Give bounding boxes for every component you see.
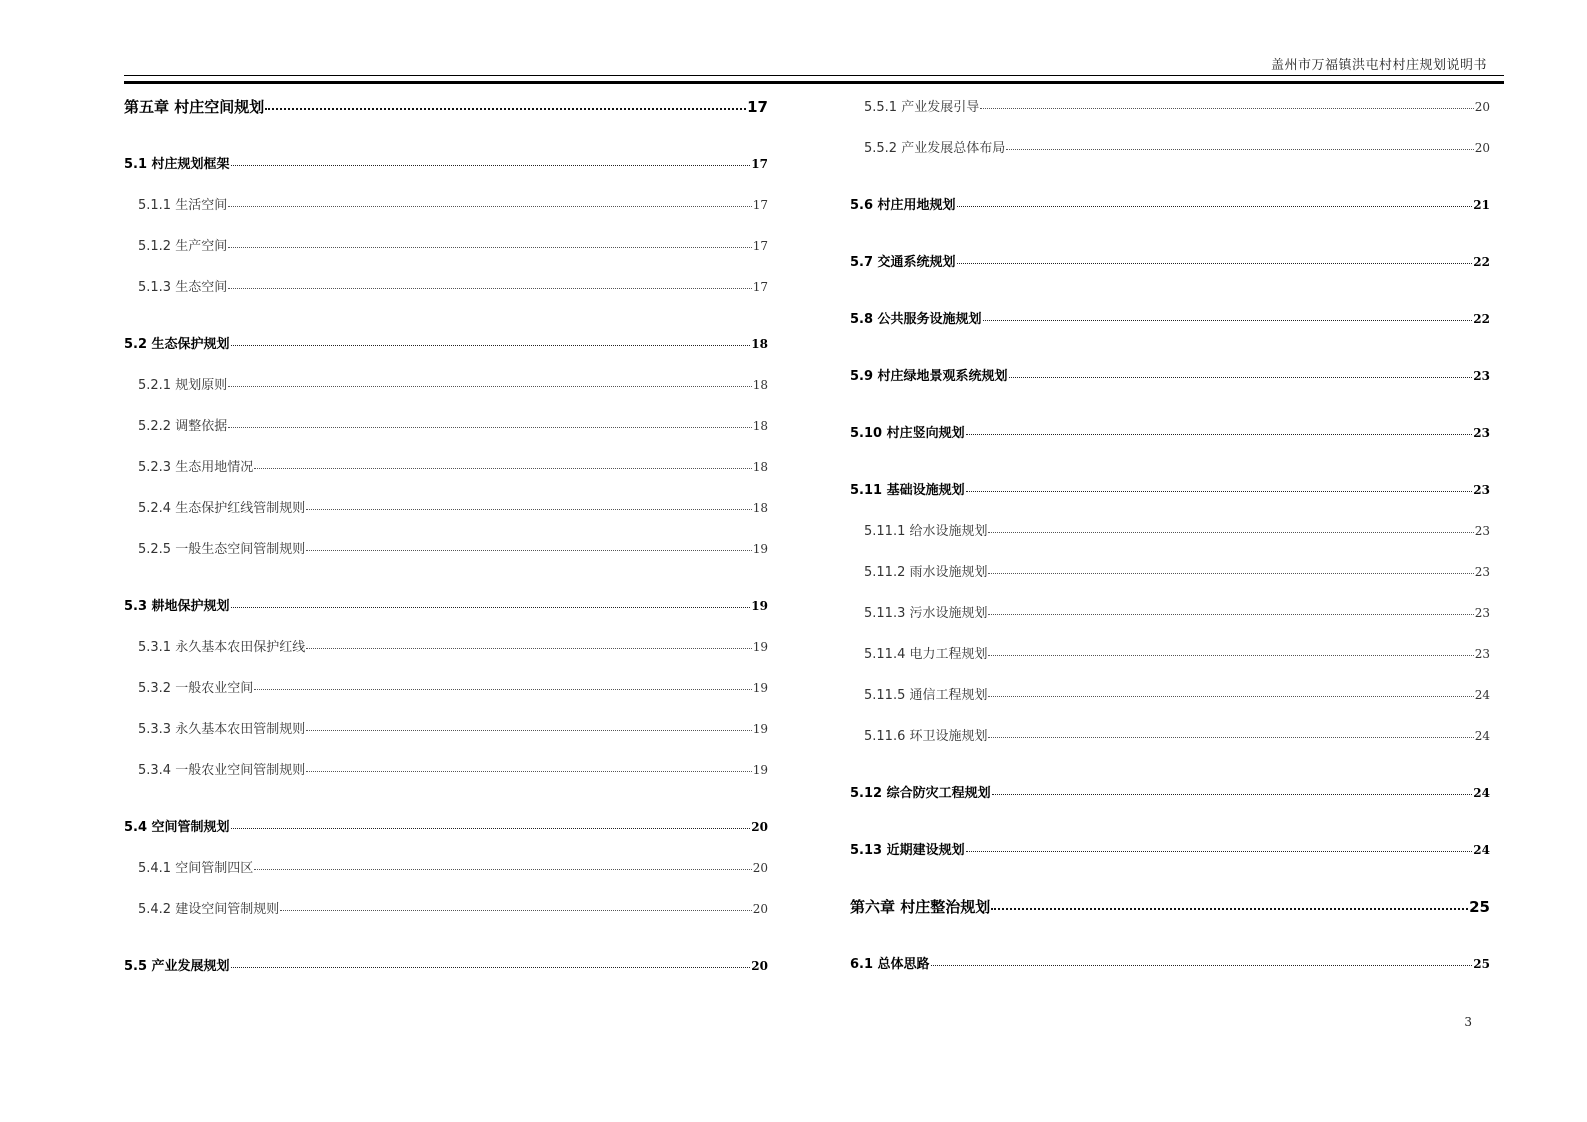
toc-leader-dots: [991, 908, 1468, 910]
toc-entry-sub[interactable]: [124, 276, 768, 295]
toc-entry-section[interactable]: [124, 955, 768, 974]
toc-leader-dots: [988, 737, 1473, 738]
toc-entry-section[interactable]: [850, 782, 1490, 801]
toc-leader-dots: [306, 730, 752, 731]
toc-entry-page: 20: [752, 902, 768, 916]
toc-entry-label: 第五章 村庄空间规划: [124, 98, 265, 116]
toc-leader-dots: [957, 263, 1473, 264]
toc-entry-section[interactable]: [124, 153, 768, 172]
toc-leader-dots: [254, 869, 752, 870]
toc-leader-dots: [966, 434, 1473, 435]
toc-entry-page: 23: [1474, 606, 1490, 620]
toc-entry-section[interactable]: [850, 194, 1490, 213]
toc-leader-dots: [306, 648, 752, 649]
toc-entry-sub[interactable]: [124, 759, 768, 778]
toc-entry-section[interactable]: [850, 308, 1490, 327]
toc-leader-dots: [231, 828, 751, 829]
toc-entry-sub[interactable]: [124, 636, 768, 655]
toc-entry-label: 5.2.5 一般生态空间管制规则: [138, 542, 306, 557]
toc-entry-sub[interactable]: [124, 194, 768, 213]
toc-entry-label: 5.11.3 污水设施规划: [864, 606, 988, 621]
toc-entry-page: 23: [1474, 647, 1490, 661]
toc-leader-dots: [306, 509, 752, 510]
toc-entry-sub[interactable]: [124, 497, 768, 516]
toc-entry-chapter[interactable]: [850, 896, 1490, 917]
toc-leader-dots: [988, 532, 1473, 533]
toc-entry-page: 20: [751, 959, 768, 973]
toc-entry-sub[interactable]: [124, 677, 768, 696]
toc-leader-dots: [228, 206, 752, 207]
toc-entry-page: 20: [1474, 141, 1490, 155]
toc-entry-section[interactable]: [124, 816, 768, 835]
toc-entry-label: 5.9 村庄绿地景观系统规划: [850, 369, 1008, 384]
toc-leader-dots: [265, 108, 746, 110]
toc-entry-label: 5.8 公共服务设施规划: [850, 312, 982, 327]
toc-entry-sub[interactable]: [124, 415, 768, 434]
toc-entry-page: 17: [747, 98, 768, 116]
toc-leader-dots: [306, 550, 752, 551]
toc-leader-dots: [992, 794, 1473, 795]
toc-entry-page: 18: [752, 419, 768, 433]
toc-entry-page: 17: [752, 280, 768, 294]
toc-leader-dots: [988, 696, 1473, 697]
toc-leader-dots: [280, 910, 752, 911]
toc-entry-sub[interactable]: [124, 857, 768, 876]
toc-entry-page: 23: [1474, 565, 1490, 579]
toc-entry-label: 5.2.4 生态保护红线管制规则: [138, 501, 306, 516]
toc-entry-label: 5.5.2 产业发展总体布局: [864, 141, 1006, 156]
toc-entry-label: 5.2.3 生态用地情况: [138, 460, 254, 475]
toc-entry-section[interactable]: [850, 422, 1490, 441]
toc-entry-sub[interactable]: [124, 898, 768, 917]
toc-entry-label: 5.3 耕地保护规划: [124, 599, 230, 614]
toc-entry-chapter[interactable]: [124, 96, 768, 117]
toc-entry-page: 17: [751, 157, 768, 171]
toc-entry-label: 5.11 基础设施规划: [850, 483, 965, 498]
toc-entry-page: 17: [752, 239, 768, 253]
toc-entry-label: 5.6 村庄用地规划: [850, 198, 956, 213]
toc-leader-dots: [966, 851, 1473, 852]
toc-entry-label: 5.3.3 永久基本农田管制规则: [138, 722, 306, 737]
toc-entry-sub[interactable]: [850, 725, 1490, 744]
toc-entry-page: 19: [751, 599, 768, 613]
toc-entry-label: 5.11.4 电力工程规划: [864, 647, 988, 662]
toc-entry-section[interactable]: [124, 595, 768, 614]
toc-leader-dots: [228, 386, 752, 387]
toc-entry-label: 5.4.2 建设空间管制规则: [138, 902, 280, 917]
toc-entry-label: 5.12 综合防灾工程规划: [850, 786, 991, 801]
toc-entry-sub[interactable]: [124, 718, 768, 737]
toc-entry-page: 18: [752, 378, 768, 392]
toc-leader-dots: [231, 607, 751, 608]
toc-leader-dots: [306, 771, 752, 772]
toc-entry-page: 24: [1473, 786, 1490, 800]
toc-leader-dots: [980, 108, 1474, 109]
toc-leader-dots: [988, 573, 1473, 574]
toc-entry-section[interactable]: [850, 839, 1490, 858]
toc-entry-page: 22: [1473, 255, 1490, 269]
toc-entry-page: 18: [752, 460, 768, 474]
toc-entry-page: 19: [752, 542, 768, 556]
toc-leader-dots: [1009, 377, 1473, 378]
toc-leader-dots: [231, 345, 751, 346]
toc-entry-sub[interactable]: [850, 561, 1490, 580]
toc-entry-label: 5.11.5 通信工程规划: [864, 688, 988, 703]
toc-leader-dots: [966, 491, 1473, 492]
toc-entry-page: 20: [1474, 100, 1490, 114]
toc-entry-page: 22: [1473, 312, 1490, 326]
toc-entry-label: 5.3.2 一般农业空间: [138, 681, 254, 696]
toc-entry-page: 23: [1474, 524, 1490, 538]
toc-entry-sub[interactable]: [850, 520, 1490, 539]
toc-entry-page: 24: [1474, 729, 1490, 743]
toc-leader-dots: [228, 247, 752, 248]
toc-leader-dots: [988, 655, 1473, 656]
toc-entry-label: 第六章 村庄整治规划: [850, 898, 991, 916]
toc-leader-dots: [231, 165, 751, 166]
toc-entry-section[interactable]: [850, 479, 1490, 498]
toc-entry-label: 5.13 近期建设规划: [850, 843, 965, 858]
toc-entry-page: 18: [752, 501, 768, 515]
page-number: 3: [1464, 1015, 1472, 1029]
toc-entry-label: 5.1.2 生产空间: [138, 239, 228, 254]
toc-entry-label: 5.11.1 给水设施规划: [864, 524, 988, 539]
toc-entry-page: 21: [1473, 198, 1490, 212]
toc-entry-page: 25: [1469, 898, 1490, 916]
toc-entry-label: 5.11.6 环卫设施规划: [864, 729, 988, 744]
toc-leader-dots: [228, 427, 752, 428]
toc-leader-dots: [1006, 149, 1474, 150]
toc-entry-sub[interactable]: [850, 137, 1490, 156]
toc-entry-page: 17: [752, 198, 768, 212]
toc-entry-page: 24: [1474, 688, 1490, 702]
toc-entry-sub[interactable]: [850, 684, 1490, 703]
toc-entry-section[interactable]: [850, 365, 1490, 384]
toc-entry-page: 23: [1473, 483, 1490, 497]
toc-entry-page: 25: [1473, 957, 1490, 971]
toc-entry-sub[interactable]: [850, 96, 1490, 115]
toc-entry-sub[interactable]: [124, 538, 768, 557]
toc-leader-dots: [957, 206, 1473, 207]
toc-entry-label: 6.1 总体思路: [850, 957, 930, 972]
toc-entry-label: 5.5.1 产业发展引导: [864, 100, 980, 115]
toc-leader-dots: [231, 967, 751, 968]
toc-entry-label: 5.7 交通系统规划: [850, 255, 956, 270]
document-title: 盖州市万福镇洪屯村村庄规划说明书: [1270, 58, 1487, 73]
toc-entry-label: 5.2.2 调整依据: [138, 419, 228, 434]
toc-entry-section[interactable]: [850, 251, 1490, 270]
toc-entry-page: 23: [1473, 369, 1490, 383]
toc-leader-dots: [983, 320, 1473, 321]
toc-entry-label: 5.4.1 空间管制四区: [138, 861, 254, 876]
toc-entry-page: 24: [1473, 843, 1490, 857]
toc-entry-label: 5.10 村庄竖向规划: [850, 426, 965, 441]
toc-entry-label: 5.1 村庄规划框架: [124, 157, 230, 172]
toc-entry-section[interactable]: [850, 953, 1490, 972]
toc-entry-sub[interactable]: [850, 643, 1490, 662]
toc-leader-dots: [254, 689, 752, 690]
toc-entry-page: 18: [751, 337, 768, 351]
toc-entry-page: 23: [1473, 426, 1490, 440]
toc-entry-label: 5.11.2 雨水设施规划: [864, 565, 988, 580]
toc-entry-label: 5.1.3 生态空间: [138, 280, 228, 295]
toc-entry-page: 19: [752, 681, 768, 695]
toc-entry-label: 5.1.1 生活空间: [138, 198, 228, 213]
toc-entry-page: 20: [752, 861, 768, 875]
toc-entry-section[interactable]: [124, 333, 768, 352]
toc-entry-label: 5.5 产业发展规划: [124, 959, 230, 974]
toc-leader-dots: [228, 288, 752, 289]
toc-entry-label: 5.3.1 永久基本农田保护红线: [138, 640, 306, 655]
toc-entry-label: 5.2.1 规划原则: [138, 378, 228, 393]
toc-entry-sub[interactable]: [850, 602, 1490, 621]
header-rule-thin: [124, 75, 1504, 76]
toc-entry-page: 19: [752, 640, 768, 654]
toc-entry-label: 5.3.4 一般农业空间管制规则: [138, 763, 306, 778]
toc-entry-page: 19: [752, 722, 768, 736]
toc-leader-dots: [254, 468, 752, 469]
toc-entry-sub[interactable]: [124, 374, 768, 393]
toc-entry-label: 5.2 生态保护规划: [124, 337, 230, 352]
toc-leader-dots: [988, 614, 1473, 615]
toc-entry-sub[interactable]: [124, 235, 768, 254]
toc-entry-page: 19: [752, 763, 768, 777]
toc-entry-label: 5.4 空间管制规划: [124, 820, 230, 835]
header-rule-thick: [124, 81, 1504, 84]
toc-entry-sub[interactable]: [124, 456, 768, 475]
toc-leader-dots: [931, 965, 1473, 966]
toc-entry-page: 20: [751, 820, 768, 834]
